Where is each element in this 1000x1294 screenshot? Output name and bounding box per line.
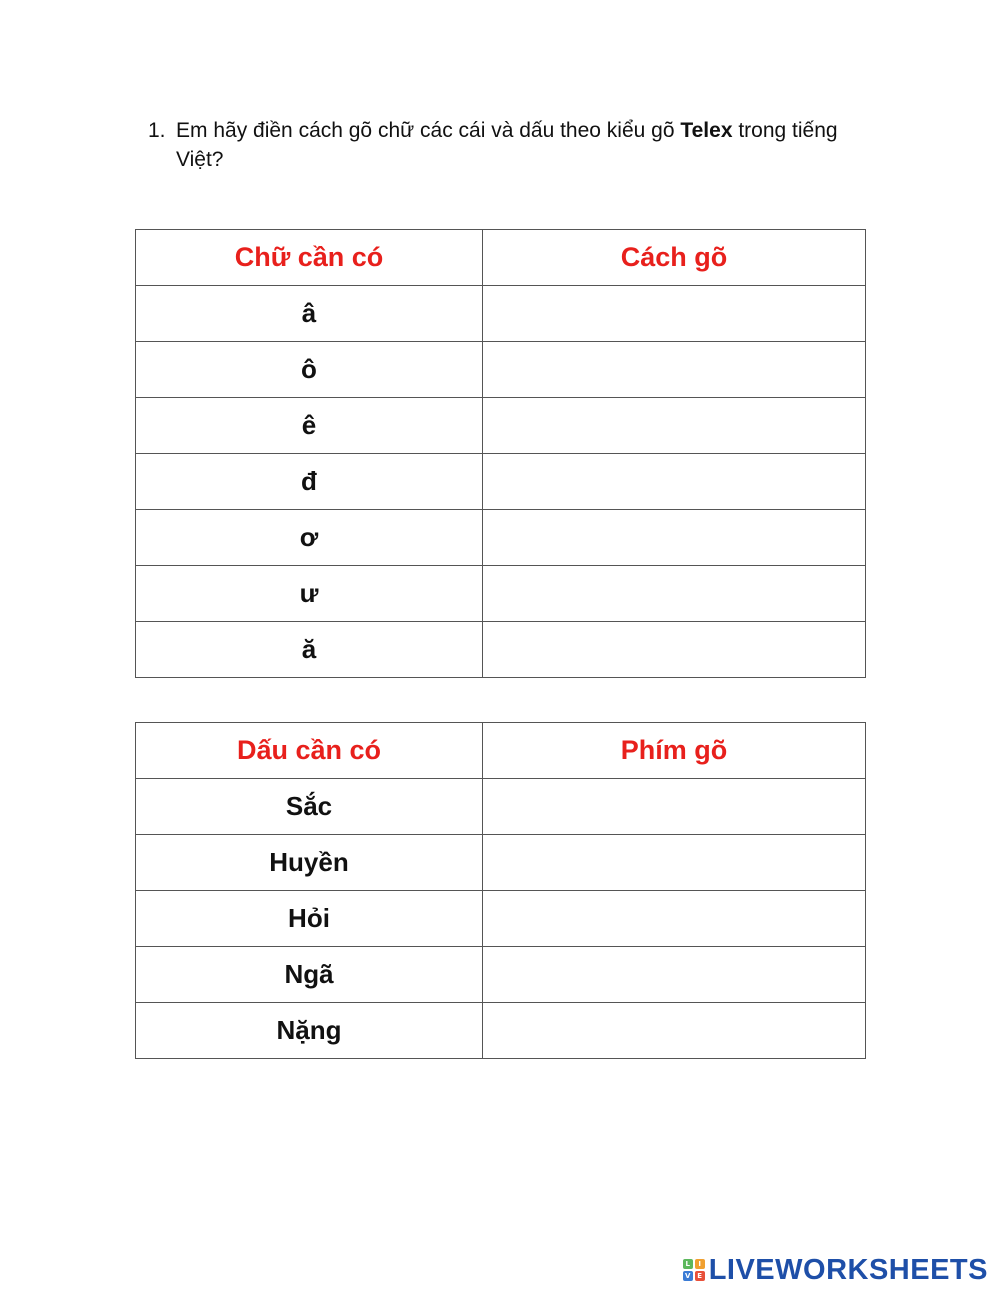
table-row	[136, 510, 866, 566]
letter-cell: ă	[136, 622, 483, 678]
table-row	[136, 454, 866, 510]
liveworksheets-logo	[683, 1252, 988, 1288]
table-row	[136, 566, 866, 622]
letters-header-left: Chữ cần có	[136, 230, 483, 286]
question-text-after: trong tiếng Việt?	[176, 119, 838, 171]
table-row	[136, 622, 866, 678]
question-number: 1.	[148, 119, 166, 142]
logo-mark-icon	[683, 1259, 705, 1281]
logo-text: LIVEWORKSHEETS	[708, 1253, 988, 1286]
answer-input-cell[interactable]	[483, 398, 866, 454]
tones-table-header	[136, 723, 866, 779]
answer-input-cell[interactable]	[483, 510, 866, 566]
table-row	[136, 835, 866, 891]
logo-mark-letter: L	[683, 1259, 693, 1269]
answer-input-cell[interactable]	[483, 891, 866, 947]
table-row	[136, 779, 866, 835]
answer-input-cell[interactable]	[483, 454, 866, 510]
answer-input-cell[interactable]	[483, 286, 866, 342]
table-row	[136, 342, 866, 398]
letter-cell: ơ	[136, 510, 483, 566]
table-row	[136, 1003, 866, 1059]
logo-mark-letter: E	[695, 1271, 705, 1281]
answer-input-cell[interactable]	[483, 566, 866, 622]
logo-mark-letter: V	[683, 1271, 693, 1281]
answer-input-cell[interactable]	[483, 835, 866, 891]
logo-mark-letter: I	[695, 1259, 705, 1269]
letters-table	[135, 229, 866, 678]
letters-header-right: Cách gõ	[483, 230, 866, 286]
letter-cell: ê	[136, 398, 483, 454]
tone-cell: Hỏi	[136, 891, 483, 947]
question-bold-word: Telex	[680, 119, 733, 142]
question-text-before: Em hãy điền cách gõ chữ các cái và dấu theo kiểu gõ	[176, 119, 681, 142]
letter-cell: ô	[136, 342, 483, 398]
question-text	[176, 116, 868, 174]
letter-cell: ư	[136, 566, 483, 622]
answer-input-cell[interactable]	[483, 947, 866, 1003]
table-row	[136, 398, 866, 454]
answer-input-cell[interactable]	[483, 342, 866, 398]
tone-cell: Sắc	[136, 779, 483, 835]
answer-input-cell[interactable]	[483, 779, 866, 835]
letters-table-header	[136, 230, 866, 286]
question	[148, 116, 868, 174]
tone-cell: Huyền	[136, 835, 483, 891]
tones-header-right: Phím gõ	[483, 723, 866, 779]
table-row	[136, 286, 866, 342]
letter-cell: đ	[136, 454, 483, 510]
tones-header-left: Dấu cần có	[136, 723, 483, 779]
answer-input-cell[interactable]	[483, 622, 866, 678]
tone-cell: Ngã	[136, 947, 483, 1003]
table-row	[136, 891, 866, 947]
letter-cell: â	[136, 286, 483, 342]
answer-input-cell[interactable]	[483, 1003, 866, 1059]
tone-cell: Nặng	[136, 1003, 483, 1059]
tones-table	[135, 722, 866, 1059]
table-row	[136, 947, 866, 1003]
